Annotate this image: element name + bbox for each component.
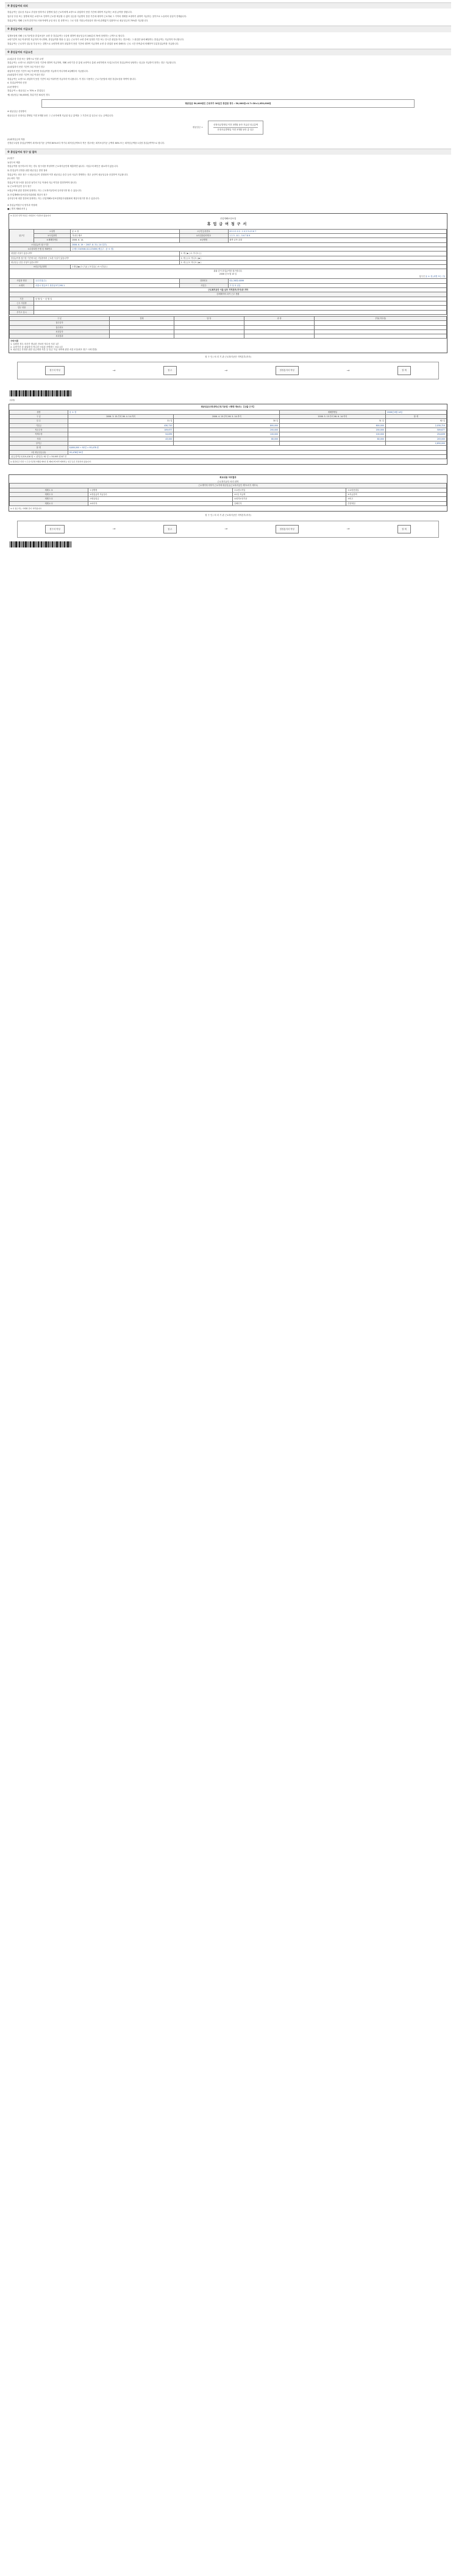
arrow-right-icon: → bbox=[112, 526, 116, 531]
receipt-table bbox=[9, 316, 447, 339]
barcode-bar bbox=[41, 541, 42, 547]
table-cell: ⑤1일 지급액 bbox=[233, 492, 346, 496]
table-row bbox=[10, 501, 447, 505]
barcode-bar bbox=[38, 390, 39, 396]
row-label: 재해 2 호 bbox=[10, 492, 88, 496]
column-header: 과 장 bbox=[244, 316, 315, 320]
table-cell: 31 일 bbox=[68, 419, 174, 423]
table-row bbox=[10, 423, 447, 428]
barcode-bar bbox=[14, 390, 15, 396]
column-header: 부장(지사장) bbox=[315, 316, 447, 320]
barcode-bar bbox=[56, 541, 58, 547]
table-row bbox=[10, 247, 447, 251]
table-row bbox=[10, 329, 447, 334]
arrow-right-icon: → bbox=[112, 368, 116, 373]
row-label: 상여금 bbox=[10, 441, 68, 445]
question-options: 1. 예 ( ) 2. 아니오 ( ▶ ) bbox=[179, 260, 447, 264]
field-label: 전화번호 bbox=[179, 279, 228, 283]
barcode-bar bbox=[64, 541, 65, 547]
flow-agency: 근로복지공단 지역본부(지사) bbox=[224, 355, 251, 358]
column-header: 기간 bbox=[10, 297, 34, 301]
row-label: 재해 4 호 bbox=[10, 501, 88, 505]
flow-step: 접 수 bbox=[163, 525, 177, 534]
table-cell bbox=[174, 441, 280, 445]
table-row bbox=[10, 306, 447, 310]
item-heading: (2) 처리 기한 bbox=[7, 177, 20, 180]
paragraph: 업재보험에 의해 근로기준법상 휴업보상은 요양 중 휴업급여는 1일에 대하여 평균임금의 100분의 70에 상당하는 금액으로 합니다. bbox=[7, 34, 125, 37]
barcode-bar bbox=[60, 541, 61, 547]
row-label: 기본급 bbox=[10, 423, 68, 428]
table-row bbox=[10, 428, 447, 432]
flow-step: 청구서 작성 bbox=[45, 366, 64, 375]
table-row bbox=[10, 415, 447, 419]
section-heading: ※ 휴업급여의 의의 bbox=[5, 2, 451, 9]
table-row bbox=[10, 260, 447, 264]
barcode-bar bbox=[52, 390, 53, 396]
table-row bbox=[10, 310, 447, 314]
table-cell: 92 일 bbox=[385, 419, 446, 423]
barcode-bar bbox=[48, 541, 49, 547]
flow-actor: 청 구 인 bbox=[205, 355, 213, 358]
table-cell: 200,000 bbox=[280, 428, 386, 432]
barcode-bar bbox=[35, 541, 36, 547]
row-label: 식대 bbox=[10, 437, 68, 441]
processing-form bbox=[9, 474, 447, 512]
flow-step: 결 재 bbox=[397, 366, 411, 375]
barcode-bar bbox=[67, 390, 69, 396]
field-value: 가나다 제조 bbox=[71, 233, 180, 238]
paragraph: 평균임금은 산정사유 발생일 이전 3개월 동안 그 근로자에게 지급된 임금 총액을 그 기간의 총 일수로 나눈 금액입니다. bbox=[7, 114, 114, 117]
table-cell bbox=[68, 441, 174, 445]
table-row bbox=[10, 316, 447, 320]
barcode-bar bbox=[33, 541, 35, 547]
flow-actor: 청 구 인 bbox=[205, 513, 213, 516]
column-header: 담 당 bbox=[174, 316, 244, 320]
table-cell: 30 일 bbox=[174, 419, 280, 423]
table-row bbox=[10, 233, 447, 238]
flow-step: 결정통지서 작성 bbox=[276, 366, 299, 375]
barcode-bar bbox=[14, 541, 15, 547]
table-cell: ②요양시작일 bbox=[233, 488, 346, 492]
table-row bbox=[10, 297, 447, 301]
section-heading: ※ 휴업급여의 청구 및 절차 bbox=[5, 149, 451, 155]
field-value: 02) 2632-0099 bbox=[228, 279, 447, 283]
field-value: 8 5 0 1 0 2 - 1 0 2 3 4 5 6 7 bbox=[228, 229, 447, 233]
barcode-bar bbox=[11, 390, 12, 396]
table-cell: 93,478원 50전 bbox=[68, 450, 446, 454]
field-label: ④사업장관리번호 bbox=[179, 233, 228, 238]
barcode-bar bbox=[35, 390, 36, 396]
question-options: 1. 예 ( ▶ ) 2. 아니오 ( ) bbox=[179, 252, 447, 256]
row-label: 합 계 bbox=[10, 446, 68, 450]
table-row bbox=[10, 454, 447, 459]
barcode-bar bbox=[30, 390, 31, 396]
form-title: 회보내용 처리결과 bbox=[219, 476, 237, 479]
table-row bbox=[10, 484, 447, 488]
flow-step: 청구서 작성 bbox=[45, 525, 64, 534]
row-label: 직무수당 bbox=[10, 428, 68, 432]
row-label: 접수번호 bbox=[10, 325, 110, 329]
paragraph: 휴업급여는 업무상 사유로 부상을 당하거나 질병에 걸린 근로자에게 요양으로 취업하지 못한 기간에 대하여 지급하는 보험 급여를 말합니다. bbox=[7, 11, 133, 14]
barcode-bar bbox=[52, 541, 53, 547]
row-label: 청구인 bbox=[10, 229, 34, 242]
field-value: 1 2 3 - 8 1 - 5 6 7 8 9 bbox=[228, 233, 447, 238]
form-subtitle: 근로복지공단 처리 내역 bbox=[217, 480, 239, 483]
claimant-table bbox=[9, 229, 447, 315]
question: 휴업급여를 청구한 기간에 다른 사업장에서 근로한 사실이 있습니까? bbox=[10, 256, 180, 260]
barcode-bar bbox=[11, 541, 12, 547]
table-cell: 430,710 bbox=[68, 423, 174, 428]
process-flow bbox=[17, 362, 439, 379]
item-heading: (1)청구 bbox=[7, 157, 15, 160]
table-row bbox=[10, 321, 447, 325]
item-heading: (1)업무상 부상 또는 질병으로 인한 요양 bbox=[7, 57, 44, 60]
table-cell: 100,000 bbox=[280, 432, 386, 437]
flow-title: 처 리 기 관 bbox=[214, 513, 224, 516]
item-heading: (1)산정방식 bbox=[7, 85, 18, 88]
table-row bbox=[10, 238, 447, 242]
document-page bbox=[0, 0, 456, 552]
section-body bbox=[7, 11, 449, 22]
paragraph: 심사청구에 대한 결정에 불복하는 자는 산업재해보상보험재심사위원회에 재심사청구를 할 수 있습니다. bbox=[7, 197, 100, 200]
barcode-icon bbox=[10, 541, 446, 547]
form-agency: 산업재해보상보험 bbox=[219, 217, 237, 220]
barcode-bar bbox=[38, 541, 39, 547]
table-cell: 800,000 bbox=[174, 423, 280, 428]
declaration-text: 위와 같이 휴업급여를 청구합니다. bbox=[213, 270, 243, 273]
table-cell: ⑪확인자 bbox=[233, 501, 346, 505]
table-row bbox=[10, 334, 447, 339]
field-label: ①성명 bbox=[34, 229, 71, 233]
column-header: 근무 사업장 bbox=[10, 301, 34, 305]
table-cell: ⑩처리자 bbox=[88, 501, 233, 505]
table-cell: 509,677 bbox=[385, 428, 446, 432]
table-cell: 31 일 bbox=[280, 419, 386, 423]
paragraph: 산정된 1일당 휴업급여액이 최저보상기준 금액의 80%보다 적거나 최저임금액보다 적은 경우에는 최저보상기준 금액의 80% 또는 최저임금액을 1일당 휴업급여액으로 합니다. bbox=[7, 142, 165, 145]
fraction-denominator: 산정사유발생일 이전 3개월 동안 총 일수 bbox=[213, 127, 258, 132]
processing-table bbox=[9, 483, 447, 506]
field-label: ⑩임금지급형태 bbox=[10, 265, 71, 269]
paragraph: 휴업급여는 요양으로 취업하지 못한 기간에 대하여 지급하며, 재해 요양기간 중 통원 요양이나 통원 요양하면서 사업주로부터 휴업급여에 상당하는 임금을 지급받지 못하는 경우 지급합니다. bbox=[7, 62, 176, 65]
field-value: 1.월급(▶) 2.주급( ) 3.일급( ) 4.시간급( ) bbox=[71, 265, 447, 269]
column-header: 2006. 4. 15.부터 06. 5. 14.까지 bbox=[174, 415, 280, 419]
question-options: 1. 예 ( ) 2. 아니오 ( ▶ ) bbox=[179, 256, 447, 260]
arrow-right-icon: → bbox=[346, 526, 350, 531]
table-row bbox=[10, 410, 447, 414]
required-docs bbox=[9, 339, 447, 352]
question: 평균임금 증감 신청이 있습니까? bbox=[10, 260, 180, 264]
table-cell: 80,000 bbox=[280, 437, 386, 441]
table-cell: 100,000 bbox=[174, 432, 280, 437]
table-cell: ①상병명 bbox=[88, 488, 233, 492]
field-label: 소재지 bbox=[10, 283, 34, 287]
barcode-bar bbox=[67, 541, 69, 547]
calc-line: (임금총액) 5,519,416 원 ÷ (총일수) 92 일 = 59,993 원 67 전 bbox=[10, 454, 447, 459]
item-heading: 4. 휴업급여액의 산정 bbox=[7, 82, 27, 85]
barcode-bar bbox=[49, 390, 50, 396]
barcode-bar bbox=[44, 390, 45, 396]
table-cell: 54,839 bbox=[68, 432, 174, 437]
barcode-bar bbox=[27, 390, 28, 396]
question: 취업한 사실이 있습니까? bbox=[10, 252, 180, 256]
field-value: 우체국 310508-02-123456 (예금주 : 윤 소 정) bbox=[71, 247, 447, 251]
row-label: 직책수당 bbox=[10, 432, 68, 437]
office-line: 근로복지공단 서울 남부 지역본부(지사)장 귀하 bbox=[10, 288, 447, 292]
field-label: ⑧수령희망 은행 및 계좌번호 bbox=[10, 247, 71, 251]
section-body bbox=[7, 110, 449, 117]
table-cell: ③요양종결일 bbox=[346, 488, 447, 492]
table-row bbox=[10, 283, 447, 287]
paragraph: 휴업급여 = 평균임금 × 70% × 휴업일수 bbox=[7, 90, 45, 93]
field-value: 2006. 6. 14. bbox=[71, 238, 180, 242]
field-label: ⑥상병명 bbox=[179, 238, 228, 242]
column-header: 2006. 3. 15.부터 06. 4. 14.까지 bbox=[68, 415, 174, 419]
table-row bbox=[10, 492, 447, 496]
table-cell: ⑧최저보상기준 bbox=[233, 497, 346, 501]
table-row bbox=[10, 325, 447, 329]
field-value: 이 상 호 (인) bbox=[228, 283, 447, 287]
process-flow bbox=[17, 521, 439, 538]
table-row bbox=[10, 432, 447, 437]
docs-title: 구비서류 bbox=[10, 340, 19, 343]
barcode-bar bbox=[19, 390, 20, 396]
row-label: 재해 1 호 bbox=[10, 488, 88, 492]
docs-item: 1. 입원한 경우 의사가 발급한 진료비 영수증 사본 1부 bbox=[10, 343, 59, 346]
column-header: 구 분 bbox=[10, 415, 68, 419]
block-title: ⑪재해자의 과거 근무 현황 bbox=[10, 292, 447, 297]
item-heading: (3)취업하지 못한 기간이 3일 이내인 경우 bbox=[7, 74, 45, 77]
paragraph: 취업하지 못한 기간이 3일 이내이면 휴업급여를 지급하지 아니하며 4일째부터 지급합니다. bbox=[7, 69, 89, 72]
barcode-bar bbox=[44, 541, 45, 547]
table-cell: ⑫결재일 bbox=[346, 501, 447, 505]
section-heading: ※ 휴업급여의 지급요건 bbox=[5, 26, 451, 32]
barcode-bar bbox=[23, 390, 24, 396]
barcode-bar bbox=[64, 390, 65, 396]
table-cell: ⑦평균임금 bbox=[88, 497, 233, 501]
example-label: 예) 평균임금 50,000원, 휴업기간 30일인 경우 bbox=[7, 94, 50, 97]
barcode-bar bbox=[45, 541, 47, 547]
barcode-bar bbox=[15, 390, 17, 396]
field-label: ②주민등록번호 bbox=[179, 229, 228, 233]
field-label: 사업장 명칭 bbox=[10, 279, 34, 283]
table-row bbox=[10, 437, 447, 441]
field-value: 서울시 영등포구 당산동3가 295-1 bbox=[34, 283, 180, 287]
table-cell: 200,000 bbox=[174, 428, 280, 432]
column-header: 2006. 5. 15.부터 06. 6. 14.까지 bbox=[280, 415, 386, 419]
table-row bbox=[10, 441, 447, 445]
field-value: 윤 소 정 bbox=[71, 229, 180, 233]
row-label: 접수일자 bbox=[10, 321, 110, 325]
barcode-bar bbox=[60, 390, 61, 396]
table-row bbox=[10, 252, 447, 256]
flow-title: 처 리 기 관 bbox=[214, 355, 224, 358]
section-body bbox=[7, 58, 449, 97]
arrow-right-icon: → bbox=[346, 368, 350, 373]
claimant-name: 윤 소 정 (서명 또는 인) bbox=[425, 275, 445, 278]
paragraph: 휴업급여는 요양으로 취업하지 못한 기간이 3일 이내이면 지급하지 아니합니다. 이 경우 사용자는 근로기준법에 의한 휴업보상을 하여야 합니다. bbox=[7, 77, 137, 80]
table-row bbox=[10, 269, 447, 279]
table-cell bbox=[280, 441, 386, 445]
flow-step: 결정통지서 작성 bbox=[276, 525, 299, 534]
barcode-bar bbox=[30, 541, 31, 547]
table-cell: 203,000 bbox=[385, 437, 446, 441]
form-mark: ■ [ 별지 제8호서식 ] bbox=[7, 208, 27, 211]
paragraph: 휴업급여는 근로자가 업무상 부상 또는 질병으로 요양하게 되어 취업하지 못한 기간에 대하여 지급하며 요양 중 취업한 날에 대해서도 근로 시간 단축분에 비례하여 부분휴업급여를 지급합니다. bbox=[7, 42, 179, 45]
table-cell: 800,000 bbox=[280, 423, 386, 428]
barcode-bar bbox=[45, 390, 47, 396]
table-cell: ⑨비고 bbox=[346, 497, 447, 501]
claimant-label: 청구인 bbox=[419, 275, 425, 278]
barcode-icon bbox=[10, 390, 446, 396]
field-value: 2006. 6. 19 ~ 2007. 8. 31 ( 14 일간) bbox=[71, 242, 447, 247]
table-cell: ⑥지급총액 bbox=[346, 492, 447, 496]
flow-agency: 근로복지공단 지역본부(지사) bbox=[224, 513, 251, 516]
barcode-bar bbox=[33, 390, 35, 396]
form-footer: ※ 이 청구서는 아래와 같이 처리됩니다. bbox=[10, 507, 42, 510]
barcode-bar bbox=[22, 541, 23, 547]
section-body bbox=[7, 35, 449, 46]
item-heading: ※ 휴업급여청구서 양식과 작성례 bbox=[7, 203, 37, 206]
flow-step: 접 수 bbox=[163, 366, 177, 375]
paragraph: 휴업급여를 청구하고자 하는 경우 청구서를 작성하여 근로복지공단에 제출하면 됩니다. 사업주의 확인은 필요하지 않습니다. bbox=[7, 165, 119, 168]
table-row bbox=[10, 288, 447, 292]
arrow-right-icon: → bbox=[224, 368, 228, 373]
paragraph: 업무상 부상 또는 질병에 따른 요양으로 인하여 근로를 제공할 수 없어 임금을 지급받지 못한 기간에 대하여 근로자와 그 가족의 생계를 보장하기 위하여 지급하는 것이므로 노동력의 상실이 전제됩니다. bbox=[7, 15, 187, 18]
row-label: 일 수 bbox=[10, 419, 68, 423]
field-label: 재해발생일 bbox=[280, 410, 386, 414]
barcode-bar bbox=[19, 541, 20, 547]
field-value: 2006년 6월 14일 bbox=[385, 410, 446, 414]
barcode-bar bbox=[22, 390, 23, 396]
table-row bbox=[10, 229, 447, 233]
table-cell: 80,000 bbox=[174, 437, 280, 441]
flow-caption: 청 구 인 / 처 리 기 관 근로복지공단 지역본부(지사) bbox=[205, 355, 251, 358]
table-cell: 8,600,000 ÷ 92일 = 93,478 원 bbox=[68, 446, 446, 450]
table-row bbox=[10, 279, 447, 283]
column-header: 업무 내용 bbox=[10, 306, 34, 310]
item-heading: ※ 평균임금 산정방식 bbox=[7, 110, 27, 113]
item-heading: 2) 산업재해보상보험심사위원회 재심사 청구 bbox=[7, 193, 48, 196]
section-body bbox=[7, 138, 449, 145]
formula-box: 평균임금 50,000원인 근로자가 30일간 휴업한 경우 : 50,000원×0.7×30=1,050,000원 bbox=[41, 99, 415, 108]
item-heading: (2)최저임금의 적용 bbox=[7, 138, 25, 141]
item-heading: (2)취업하지 못한 기간이 3일 이상인 경우 bbox=[7, 65, 45, 68]
table-row bbox=[10, 446, 447, 450]
form-mark: [뒤면] bbox=[10, 399, 15, 402]
barcode-bar bbox=[27, 541, 28, 547]
barcode-bar bbox=[41, 390, 42, 396]
barcode-bar bbox=[49, 541, 50, 547]
average-wage-form bbox=[9, 404, 447, 465]
field-label: ⑤재해발생일 bbox=[34, 238, 71, 242]
form-title: 휴업급여청구서 bbox=[207, 222, 249, 227]
table-row bbox=[10, 450, 447, 454]
paragraph: 휴업급여 청구서를 접수한 날부터 7일 이내에 지급 여부를 결정하여야 합니다. bbox=[7, 181, 77, 184]
barcode-bar bbox=[69, 541, 70, 547]
table-cell: 2,030,710 bbox=[385, 423, 446, 428]
column-header: 합 계 bbox=[385, 415, 446, 419]
paragraph: 요양기간이 3일 이내이면 지급하지 아니하며, 휴업급여를 받을 수 있는 근로자가 요양 중에 일정한 기간 또는 단시간 취업을 하는 경우에는 그 취업한 날에 해당하는 휴업급여는 지급하지 아니합니다. bbox=[7, 38, 185, 41]
section-heading: ※ 휴업급여의 지급요건 bbox=[5, 49, 451, 55]
form-title: 평균임금산정내역(근로기준법 시행령 제4조) bbox=[201, 406, 242, 409]
field-value: 윤 소 정 bbox=[68, 410, 279, 414]
table-cell: ④휴업급여 지급일수 bbox=[88, 492, 233, 496]
table-row bbox=[10, 488, 447, 492]
barcode-bar bbox=[23, 541, 24, 547]
formula-label: 평균임금 = bbox=[192, 126, 203, 129]
footnote: ◎ 평균임금 산정 시 근로기준법시행령 제3조 및 제4조에 따라 제외되는 임금 등은 산입하지 않습니다. bbox=[10, 460, 91, 463]
claim-form bbox=[9, 213, 447, 353]
section-body bbox=[7, 157, 449, 211]
column-header: 결재 bbox=[110, 316, 174, 320]
column-header: 부가고 일시 bbox=[10, 310, 34, 314]
docs-item: 3. 평균임금 산정을 위한 임금대장 사본 등 임금 지급 내역에 관한 서류 1부(최초 청구 시에 한함) bbox=[10, 348, 98, 351]
field-value: 우수건설(주) bbox=[34, 279, 180, 283]
item-heading: 1)청구서 제출 bbox=[7, 161, 20, 164]
barcode-bar bbox=[48, 390, 49, 396]
barcode-bar bbox=[69, 390, 70, 396]
item-heading: 1) 근로복지공단 심사 청구 bbox=[7, 185, 32, 188]
flow-caption: 청 구 인 / 처 리 기 관 근로복지공단 지역본부(지사) bbox=[205, 513, 251, 516]
table-row bbox=[10, 265, 447, 269]
arrow-right-icon: → bbox=[224, 526, 228, 531]
row-label: 1일 평균임금(⑮) bbox=[10, 450, 68, 454]
table-row bbox=[10, 301, 447, 305]
table-cell: 109,677 bbox=[68, 428, 174, 432]
paragraph: 보험급여에 관한 결정에 불복하는 자는 근로복지공단에 심사청구를 할 수 있습니다. bbox=[7, 189, 82, 192]
paragraph: 휴업급여는 재해 근로자 본인이나 사용자에게 공실 의무 및 상병 또는 그로 인한 가불능력상실의 정도에 관계없이 일률적으로 평균임금의 70%를 지급합니다. bbox=[7, 19, 149, 22]
declaration bbox=[10, 269, 447, 279]
form-note: ※ 굵은선 안쪽 부분은 사업장이 기입하지 않습니다. bbox=[10, 214, 52, 217]
fraction-box bbox=[208, 121, 263, 134]
column-header: 근로계약에 의하여 근로자에 평균임금(근로복지공단 제7호서식 제7호) bbox=[10, 484, 447, 488]
period-cell: 년 월 일 ~ 년 월 일 bbox=[34, 297, 447, 301]
table-row bbox=[10, 242, 447, 247]
table-cell: 43,000 bbox=[68, 437, 174, 441]
docs-item: 2. 요양기간 중 취업하지 아니한 사실을 증명하는 서류 1부 bbox=[10, 345, 63, 348]
table-cell: 254,839 bbox=[385, 432, 446, 437]
column-header: 구 분 bbox=[10, 316, 110, 320]
form-ref: 【산출 근거】 bbox=[242, 406, 255, 409]
field-label: 성명 bbox=[10, 410, 68, 414]
average-wage-formula bbox=[5, 121, 451, 134]
table-row bbox=[10, 419, 447, 423]
field-label: ⑦휴업급여 청구기간 bbox=[10, 242, 71, 247]
row-label: 처리일자 bbox=[10, 329, 110, 334]
barcode-bar bbox=[15, 541, 17, 547]
row-label: 재해 3 호 bbox=[10, 497, 88, 501]
barcode-bar bbox=[25, 390, 27, 396]
field-label: 사업주 bbox=[179, 283, 228, 287]
flow-step: 결 재 bbox=[397, 525, 411, 534]
fraction-numerator: 산정사유발생일 이전 3개월 동안 지급된 임금총액 bbox=[213, 124, 258, 127]
declaration-date: 2006 년 9 월 15 일 bbox=[219, 272, 237, 275]
field-value: 좌측 손목 골절 bbox=[228, 238, 447, 242]
paragraph: 휴업급여는 최초 청구 시 평균임금이 결정되며 이후 평균임금 증감 등의 사유가 발생하는 경우 공단이 평균임금을 증감하여 지급합니다. bbox=[7, 173, 129, 176]
barcode-bar bbox=[25, 541, 27, 547]
wage-table bbox=[9, 410, 447, 459]
field-label: ③사업장명 bbox=[34, 233, 71, 238]
table-cell: 2,650,000 bbox=[385, 441, 446, 445]
barcode-bar bbox=[56, 390, 58, 396]
table-row bbox=[10, 256, 447, 260]
table-row bbox=[10, 497, 447, 501]
item-heading: 2) 휴업급여 산정을 위한 평균임금 결정 절차 bbox=[7, 169, 48, 172]
row-label: 처리결과 bbox=[10, 334, 110, 339]
table-row bbox=[10, 292, 447, 297]
